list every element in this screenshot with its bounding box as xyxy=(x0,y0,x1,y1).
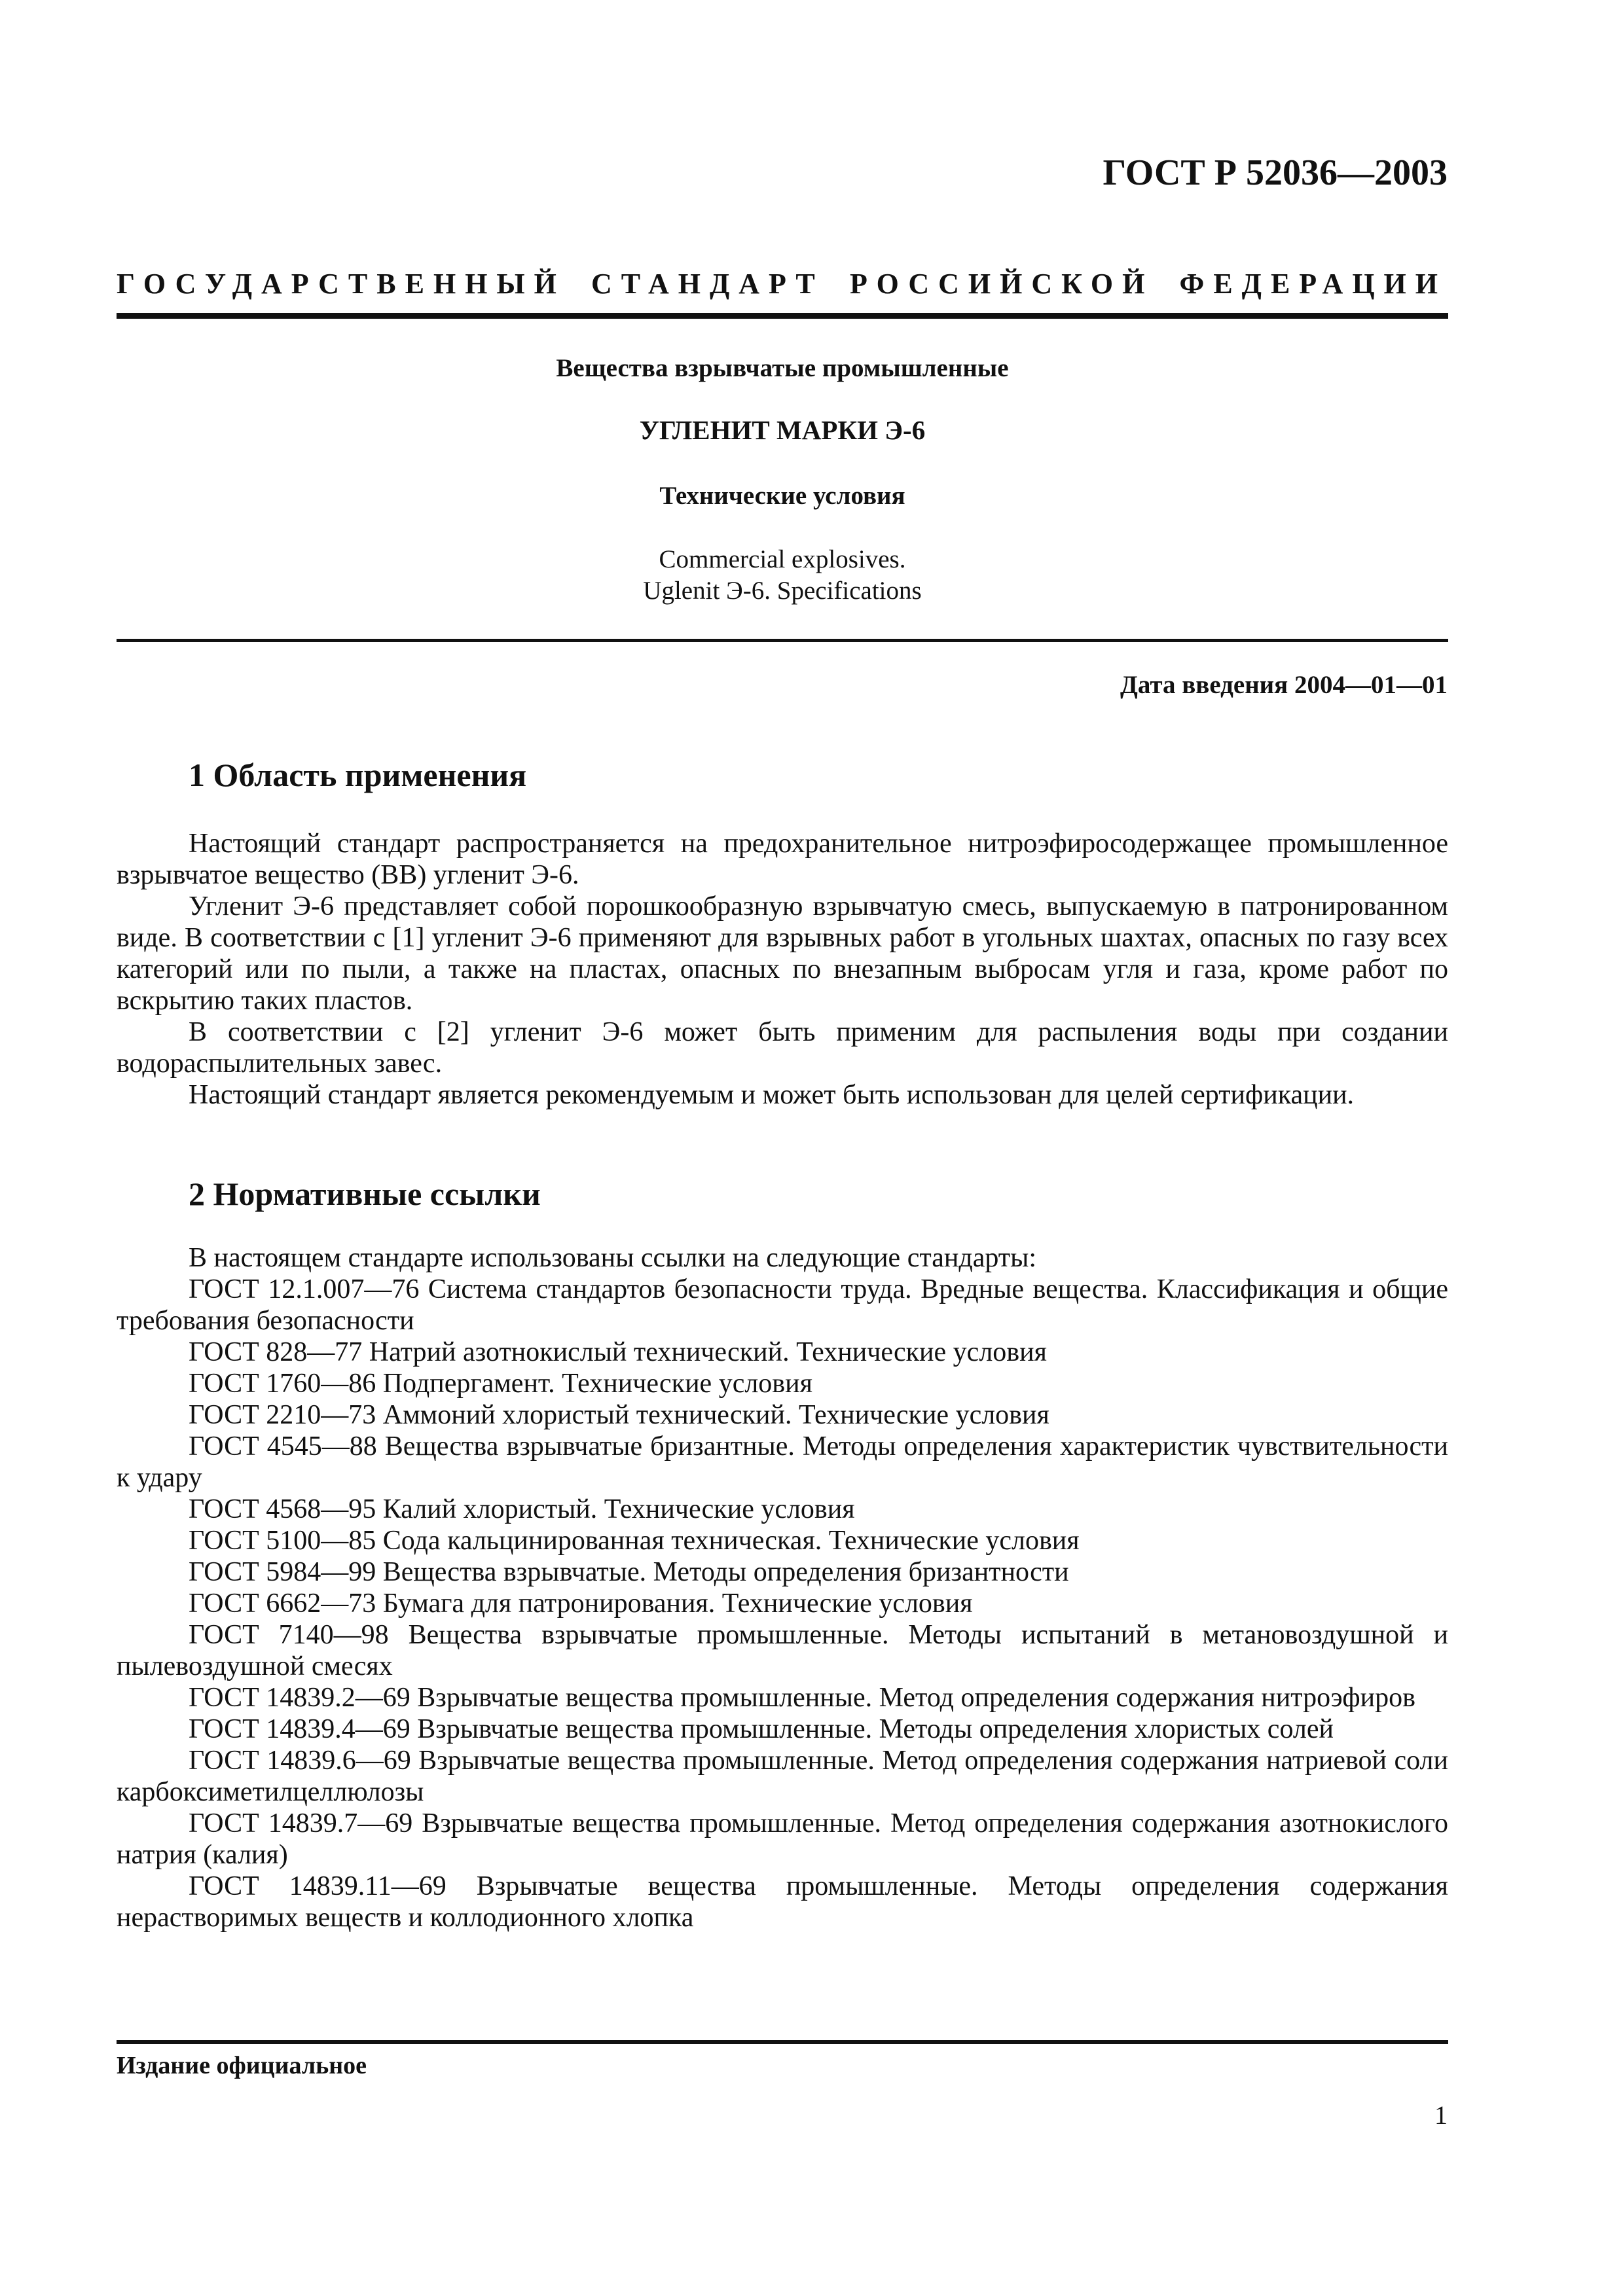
paragraph: Настоящий стандарт распространяется на предохранительное нитроэфиросодержащее промышленное взрывчатое вещество (ВВ) угленит Э-6. xyxy=(117,829,1448,890)
header-rule xyxy=(117,313,1448,319)
section-1-heading: 1 Область применения xyxy=(189,757,527,793)
reference-item: ГОСТ 1760—86 Подпергамент. Технические условия xyxy=(189,1369,812,1399)
reference-item: ГОСТ 4568—95 Калий хлористый. Технические условия xyxy=(189,1494,855,1524)
reference-item: ГОСТ 7140—98 Вещества взрывчатые промышленные. Методы испытаний в метановоздушной и пылевоздушной смесях xyxy=(117,1620,1448,1681)
reference-item: ГОСТ 4545—88 Вещества взрывчатые бризантные. Методы определения характеристик чувствительности к удару xyxy=(117,1431,1448,1493)
title-group: Вещества взрывчатые промышленные xyxy=(556,354,1009,382)
reference-item: ГОСТ 5984—99 Вещества взрывчатые. Методы определения бризантности xyxy=(189,1557,1069,1587)
reference-item: ГОСТ 14839.11—69 Взрывчатые вещества промышленные. Методы определения содержания нерастворимых веществ и коллодионного хлопка xyxy=(117,1871,1448,1933)
title-english-line-2: Uglenit Э-6. Specifications xyxy=(643,577,922,605)
footer-rule xyxy=(117,2040,1448,2044)
title-rule xyxy=(117,639,1448,642)
title-english-line-1: Commercial explosives. xyxy=(659,545,906,573)
introduction-date: Дата введения 2004—01—01 xyxy=(1120,671,1448,699)
title-main: УГЛЕНИТ МАРКИ Э-6 xyxy=(639,415,926,445)
paragraph: В соответствии с [2] угленит Э-6 может быть применим для распыления воды при создании водораспылительных завес. xyxy=(117,1017,1448,1079)
reference-item: ГОСТ 12.1.007—76 Система стандартов безопасности труда. Вредные вещества. Классификация и общие требования безопасности xyxy=(117,1274,1448,1336)
section-1-body xyxy=(117,828,1448,1111)
references-intro: В настоящем стандарте использованы ссылки на следующие стандарты: xyxy=(189,1243,1037,1273)
document-code: ГОСТ Р 52036—2003 xyxy=(1103,152,1448,193)
reference-item: ГОСТ 5100—85 Сода кальцинированная техническая. Технические условия xyxy=(189,1526,1080,1556)
reference-item: ГОСТ 14839.7—69 Взрывчатые вещества промышленные. Метод определения содержания азотнокислого натрия (калия) xyxy=(117,1808,1448,1870)
reference-item: ГОСТ 828—77 Натрий азотнокислый технический. Технические условия xyxy=(189,1337,1047,1367)
title-sub: Технические условия xyxy=(659,482,905,510)
reference-item: ГОСТ 14839.2—69 Взрывчатые вещества промышленные. Метод определения содержания нитроэфиров xyxy=(189,1683,1415,1713)
section-2-body xyxy=(117,1242,1448,1933)
paragraph: Угленит Э-6 представляет собой порошкообразную взрывчатую смесь, выпускаемую в патронированном виде. В соответствии с [1] угленит Э-6 применяют для взрывных работ в угольных шахтах, опасных по газу всех категорий или по пыли, а также на пластах, опасных по внезапным выбросам угля и газа, кроме работ по вскрытию таких пластов. xyxy=(117,891,1448,1016)
page-number: 1 xyxy=(1434,2100,1448,2130)
paragraph: Настоящий стандарт является рекомендуемым и может быть использован для целей сертификации. xyxy=(189,1080,1355,1110)
reference-item: ГОСТ 14839.6—69 Взрывчатые вещества промышленные. Метод определения содержания натриевой соли карбоксиметилцеллюлозы xyxy=(117,1746,1448,1807)
edition-label: Издание официальное xyxy=(117,2052,367,2079)
standard-type-header: ГОСУДАРСТВЕННЫЙ СТАНДАРТ РОССИЙСКОЙ ФЕДЕРАЦИИ xyxy=(117,268,1447,300)
section-2-heading: 2 Нормативные ссылки xyxy=(189,1175,541,1212)
reference-item: ГОСТ 2210—73 Аммоний хлористый технический. Технические условия xyxy=(189,1400,1049,1430)
reference-item: ГОСТ 14839.4—69 Взрывчатые вещества промышленные. Методы определения хлористых солей xyxy=(189,1714,1334,1744)
reference-item: ГОСТ 6662—73 Бумага для патронирования. Технические условия xyxy=(189,1588,973,1619)
